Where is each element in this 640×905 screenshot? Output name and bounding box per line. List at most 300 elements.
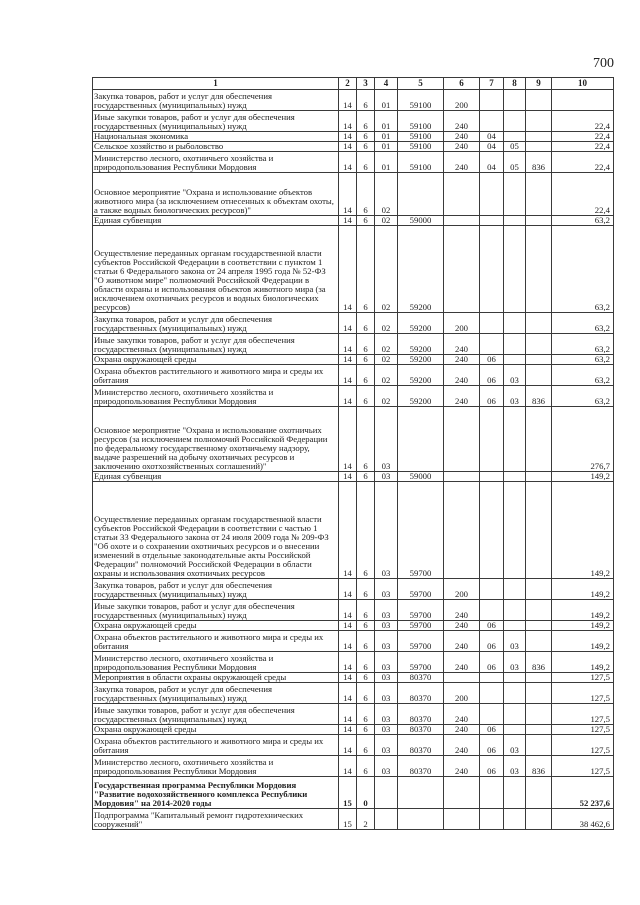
- item-code-cell: 03: [375, 683, 398, 704]
- row-name-cell: Иные закупки товаров, работ и услуг для обеспечения государственных (муниципальных) нужд: [93, 704, 339, 725]
- amount-cell: 63,2: [552, 226, 614, 313]
- expense-type-cell: [444, 472, 480, 482]
- page-number: 700: [593, 56, 614, 71]
- section-code-cell: 14: [339, 132, 357, 142]
- item-code-cell: 01: [375, 142, 398, 152]
- ministry-code-cell: [526, 111, 552, 132]
- row-name-cell: Единая субвенция: [93, 216, 339, 226]
- row-name-cell: Министерство лесного, охотничьего хозяйства и природопользования Республики Мордовия: [93, 652, 339, 673]
- chapter-cell: [480, 111, 504, 132]
- row-name-cell: Подпрограмма "Капитальный ремонт гидротехнических сооружений": [93, 809, 339, 830]
- item-code-cell: 03: [375, 704, 398, 725]
- ministry-code-cell: [526, 482, 552, 579]
- table-row: [93, 386, 614, 407]
- row-name-cell: Охрана окружающей среды: [93, 725, 339, 735]
- subsection-code-cell: 6: [357, 683, 375, 704]
- chapter-cell: 06: [480, 631, 504, 652]
- expense-type-cell: 200: [444, 313, 480, 334]
- program-code-cell: 59000: [398, 472, 444, 482]
- section-code-cell: 14: [339, 152, 357, 173]
- ministry-code-cell: [526, 621, 552, 631]
- subchapter-cell: [504, 407, 526, 472]
- row-name-cell: Охрана объектов растительного и животного мира и среды их обитания: [93, 631, 339, 652]
- subsection-code-cell: 6: [357, 355, 375, 365]
- program-code-cell: [398, 809, 444, 830]
- table-row: [93, 313, 614, 334]
- section-code-cell: 14: [339, 735, 357, 756]
- expense-type-cell: 240: [444, 334, 480, 355]
- ministry-code-cell: [526, 777, 552, 809]
- ministry-code-cell: [526, 142, 552, 152]
- row-name-cell: Осуществление переданных органам государственной власти субъектов Российской Федерации в соответствии с частью 1 статьи 33 Федерального закона от 24 июля 2009 года № 209-ФЗ "Об охоте и о сохранении охотничьих ресурсов и о внесении изменений в отдельные законодательные акты Российской Федерации" полномочий Российской Федерации в области охраны и использования охотничьих ресурсов: [93, 482, 339, 579]
- subsection-code-cell: 2: [357, 809, 375, 830]
- ministry-code-cell: [526, 313, 552, 334]
- ministry-code-cell: [526, 683, 552, 704]
- ministry-code-cell: 836: [526, 756, 552, 777]
- subsection-code-cell: 6: [357, 704, 375, 725]
- header-cell: 7: [480, 78, 504, 90]
- program-code-cell: 80370: [398, 735, 444, 756]
- subsection-code-cell: 6: [357, 365, 375, 386]
- program-code-cell: 59700: [398, 579, 444, 600]
- ministry-code-cell: [526, 216, 552, 226]
- chapter-cell: 06: [480, 756, 504, 777]
- amount-cell: 127,5: [552, 756, 614, 777]
- ministry-code-cell: [526, 725, 552, 735]
- item-code-cell: 01: [375, 90, 398, 111]
- subsection-code-cell: 6: [357, 756, 375, 777]
- subsection-code-cell: 6: [357, 226, 375, 313]
- table-row: [93, 226, 614, 313]
- ministry-code-cell: [526, 472, 552, 482]
- header-cell: 1: [93, 78, 339, 90]
- chapter-cell: 06: [480, 355, 504, 365]
- expense-type-cell: 240: [444, 386, 480, 407]
- table-row: [93, 621, 614, 631]
- header-row: [93, 78, 614, 90]
- row-name-cell: Охрана окружающей среды: [93, 355, 339, 365]
- subsection-code-cell: 6: [357, 652, 375, 673]
- table-row: [93, 142, 614, 152]
- table-row: [93, 355, 614, 365]
- table-body: [93, 90, 614, 830]
- item-code-cell: 03: [375, 407, 398, 472]
- header-cell: 6: [444, 78, 480, 90]
- header-cell: 10: [552, 78, 614, 90]
- item-code-cell: 02: [375, 216, 398, 226]
- subchapter-cell: 03: [504, 652, 526, 673]
- chapter-cell: 06: [480, 621, 504, 631]
- row-name-cell: Охрана окружающей среды: [93, 621, 339, 631]
- amount-cell: 127,5: [552, 725, 614, 735]
- subsection-code-cell: 6: [357, 313, 375, 334]
- item-code-cell: 01: [375, 132, 398, 142]
- table-row: [93, 111, 614, 132]
- table-row: [93, 152, 614, 173]
- subsection-code-cell: 6: [357, 600, 375, 621]
- section-code-cell: 14: [339, 704, 357, 725]
- ministry-code-cell: [526, 673, 552, 683]
- row-name-cell: Осуществление переданных органам государственной власти субъектов Российской Федерации в соответствии с пунктом 1 статьи 6 Федерального закона от 24 апреля 1995 года № 52-ФЗ "О животном мире" полномочий Российской Федерации в области охраны и использования объектов животного мира (за исключением охотничьих ресурсов и водных биологических ресурсов): [93, 226, 339, 313]
- table-row: [93, 472, 614, 482]
- item-code-cell: 03: [375, 621, 398, 631]
- subsection-code-cell: 6: [357, 173, 375, 216]
- ministry-code-cell: [526, 704, 552, 725]
- program-code-cell: 59200: [398, 226, 444, 313]
- row-name-cell: Государственная программа Республики Мордовия "Развитие водохозяйственного комплекса Республики Мордовия" на 2014-2020 годы: [93, 777, 339, 809]
- item-code-cell: 03: [375, 472, 398, 482]
- section-code-cell: 14: [339, 313, 357, 334]
- subsection-code-cell: 6: [357, 725, 375, 735]
- item-code-cell: 02: [375, 365, 398, 386]
- section-code-cell: 14: [339, 472, 357, 482]
- section-code-cell: 14: [339, 355, 357, 365]
- expense-type-cell: 240: [444, 111, 480, 132]
- item-code-cell: 02: [375, 226, 398, 313]
- item-code-cell: 02: [375, 386, 398, 407]
- program-code-cell: 59700: [398, 631, 444, 652]
- program-code-cell: 59000: [398, 216, 444, 226]
- ministry-code-cell: 836: [526, 152, 552, 173]
- subchapter-cell: [504, 579, 526, 600]
- subsection-code-cell: 6: [357, 152, 375, 173]
- chapter-cell: [480, 704, 504, 725]
- row-name-cell: Закупка товаров, работ и услуг для обеспечения государственных (муниципальных) нужд: [93, 90, 339, 111]
- program-code-cell: 59100: [398, 142, 444, 152]
- row-name-cell: Закупка товаров, работ и услуг для обеспечения государственных (муниципальных) нужд: [93, 579, 339, 600]
- subsection-code-cell: 6: [357, 111, 375, 132]
- table-row: [93, 683, 614, 704]
- row-name-cell: Закупка товаров, работ и услуг для обеспечения государственных (муниципальных) нужд: [93, 683, 339, 704]
- chapter-cell: [480, 216, 504, 226]
- section-code-cell: 14: [339, 386, 357, 407]
- program-code-cell: 59200: [398, 355, 444, 365]
- subsection-code-cell: 0: [357, 777, 375, 809]
- chapter-cell: 06: [480, 735, 504, 756]
- section-code-cell: 14: [339, 111, 357, 132]
- item-code-cell: 02: [375, 173, 398, 216]
- subsection-code-cell: 6: [357, 142, 375, 152]
- amount-cell: 127,5: [552, 735, 614, 756]
- amount-cell: 22,4: [552, 173, 614, 216]
- row-name-cell: Закупка товаров, работ и услуг для обеспечения государственных (муниципальных) нужд: [93, 313, 339, 334]
- table-row: [93, 777, 614, 809]
- subsection-code-cell: 6: [357, 386, 375, 407]
- amount-cell: 63,2: [552, 365, 614, 386]
- header-cell: 5: [398, 78, 444, 90]
- chapter-cell: [480, 579, 504, 600]
- row-name-cell: Министерство лесного, охотничьего хозяйства и природопользования Республики Мордовия: [93, 386, 339, 407]
- amount-cell: 149,2: [552, 600, 614, 621]
- item-code-cell: 03: [375, 482, 398, 579]
- chapter-cell: [480, 407, 504, 472]
- amount-cell: 63,2: [552, 334, 614, 355]
- ministry-code-cell: [526, 735, 552, 756]
- ministry-code-cell: [526, 173, 552, 216]
- chapter-cell: [480, 482, 504, 579]
- chapter-cell: [480, 90, 504, 111]
- expense-type-cell: 240: [444, 621, 480, 631]
- section-code-cell: 14: [339, 652, 357, 673]
- row-name-cell: Министерство лесного, охотничьего хозяйства и природопользования Республики Мордовия: [93, 756, 339, 777]
- chapter-cell: [480, 226, 504, 313]
- chapter-cell: 06: [480, 652, 504, 673]
- expense-type-cell: [444, 777, 480, 809]
- chapter-cell: [480, 683, 504, 704]
- program-code-cell: [398, 173, 444, 216]
- row-name-cell: Иные закупки товаров, работ и услуг для обеспечения государственных (муниципальных) нужд: [93, 600, 339, 621]
- subchapter-cell: 03: [504, 735, 526, 756]
- amount-cell: 127,5: [552, 704, 614, 725]
- amount-cell: 63,2: [552, 313, 614, 334]
- subchapter-cell: [504, 226, 526, 313]
- subsection-code-cell: 6: [357, 472, 375, 482]
- subchapter-cell: [504, 777, 526, 809]
- table-row: [93, 482, 614, 579]
- subsection-code-cell: 6: [357, 132, 375, 142]
- expense-type-cell: 240: [444, 600, 480, 621]
- ministry-code-cell: [526, 631, 552, 652]
- table-row: [93, 809, 614, 830]
- row-name-cell: Иные закупки товаров, работ и услуг для обеспечения государственных (муниципальных) нужд: [93, 111, 339, 132]
- row-name-cell: Министерство лесного, охотничьего хозяйства и природопользования Республики Мордовия: [93, 152, 339, 173]
- subchapter-cell: [504, 809, 526, 830]
- item-code-cell: 03: [375, 735, 398, 756]
- table-row: [93, 704, 614, 725]
- expense-type-cell: [444, 407, 480, 472]
- chapter-cell: [480, 173, 504, 216]
- subsection-code-cell: 6: [357, 621, 375, 631]
- amount-cell: [552, 90, 614, 111]
- section-code-cell: 14: [339, 683, 357, 704]
- ministry-code-cell: [526, 132, 552, 142]
- chapter-cell: 06: [480, 365, 504, 386]
- section-code-cell: 14: [339, 90, 357, 111]
- ministry-code-cell: [526, 365, 552, 386]
- amount-cell: 22,4: [552, 152, 614, 173]
- expense-type-cell: 240: [444, 725, 480, 735]
- program-code-cell: 80370: [398, 704, 444, 725]
- expense-type-cell: 240: [444, 132, 480, 142]
- amount-cell: 63,2: [552, 355, 614, 365]
- chapter-cell: 04: [480, 132, 504, 142]
- ministry-code-cell: [526, 226, 552, 313]
- ministry-code-cell: 836: [526, 386, 552, 407]
- expense-type-cell: 240: [444, 735, 480, 756]
- table-row: [93, 600, 614, 621]
- expense-type-cell: 240: [444, 652, 480, 673]
- item-code-cell: 01: [375, 111, 398, 132]
- header-cell: 4: [375, 78, 398, 90]
- expense-type-cell: [444, 482, 480, 579]
- expense-type-cell: 240: [444, 142, 480, 152]
- program-code-cell: 59100: [398, 132, 444, 142]
- item-code-cell: 03: [375, 652, 398, 673]
- table-row: [93, 725, 614, 735]
- ministry-code-cell: [526, 600, 552, 621]
- subchapter-cell: [504, 704, 526, 725]
- table-row: [93, 216, 614, 226]
- program-code-cell: 59200: [398, 365, 444, 386]
- subsection-code-cell: 6: [357, 407, 375, 472]
- budget-table: [92, 77, 614, 830]
- amount-cell: 276,7: [552, 407, 614, 472]
- amount-cell: 149,2: [552, 621, 614, 631]
- subchapter-cell: [504, 334, 526, 355]
- program-code-cell: 59200: [398, 313, 444, 334]
- subsection-code-cell: 6: [357, 334, 375, 355]
- expense-type-cell: 200: [444, 683, 480, 704]
- section-code-cell: 14: [339, 334, 357, 355]
- section-code-cell: 15: [339, 777, 357, 809]
- amount-cell: 149,2: [552, 631, 614, 652]
- subchapter-cell: 03: [504, 386, 526, 407]
- row-name-cell: Основное мероприятие "Охрана и использование объектов животного мира (за исключением отнесенных к объектам охоты, а также водных биологических ресурсов)": [93, 173, 339, 216]
- row-name-cell: Единая субвенция: [93, 472, 339, 482]
- header-cell: 2: [339, 78, 357, 90]
- program-code-cell: [398, 777, 444, 809]
- expense-type-cell: 200: [444, 579, 480, 600]
- subchapter-cell: [504, 683, 526, 704]
- amount-cell: 63,2: [552, 386, 614, 407]
- program-code-cell: 80370: [398, 756, 444, 777]
- subchapter-cell: 05: [504, 152, 526, 173]
- section-code-cell: 14: [339, 579, 357, 600]
- program-code-cell: 59200: [398, 334, 444, 355]
- section-code-cell: 15: [339, 809, 357, 830]
- amount-cell: 149,2: [552, 579, 614, 600]
- program-code-cell: 59700: [398, 621, 444, 631]
- section-code-cell: 14: [339, 142, 357, 152]
- amount-cell: 127,5: [552, 683, 614, 704]
- header-cell: 9: [526, 78, 552, 90]
- subchapter-cell: 03: [504, 631, 526, 652]
- subchapter-cell: [504, 173, 526, 216]
- table-row: [93, 334, 614, 355]
- section-code-cell: 14: [339, 673, 357, 683]
- ministry-code-cell: [526, 90, 552, 111]
- section-code-cell: 14: [339, 725, 357, 735]
- program-code-cell: 59700: [398, 600, 444, 621]
- expense-type-cell: [444, 226, 480, 313]
- item-code-cell: 03: [375, 631, 398, 652]
- item-code-cell: 02: [375, 334, 398, 355]
- chapter-cell: 04: [480, 152, 504, 173]
- table-row: [93, 90, 614, 111]
- row-name-cell: Охрана объектов растительного и животного мира и среды их обитания: [93, 365, 339, 386]
- item-code-cell: 03: [375, 600, 398, 621]
- table-row: [93, 631, 614, 652]
- table-row: [93, 652, 614, 673]
- subchapter-cell: 05: [504, 142, 526, 152]
- program-code-cell: 59700: [398, 482, 444, 579]
- section-code-cell: 14: [339, 365, 357, 386]
- subchapter-cell: 03: [504, 365, 526, 386]
- section-code-cell: 14: [339, 226, 357, 313]
- expense-type-cell: [444, 216, 480, 226]
- item-code-cell: 03: [375, 579, 398, 600]
- chapter-cell: 04: [480, 142, 504, 152]
- subsection-code-cell: 6: [357, 673, 375, 683]
- chapter-cell: [480, 313, 504, 334]
- item-code-cell: 02: [375, 313, 398, 334]
- ministry-code-cell: [526, 355, 552, 365]
- chapter-cell: [480, 334, 504, 355]
- program-code-cell: 59100: [398, 90, 444, 111]
- amount-cell: 149,2: [552, 472, 614, 482]
- subchapter-cell: [504, 472, 526, 482]
- section-code-cell: 14: [339, 631, 357, 652]
- subchapter-cell: [504, 673, 526, 683]
- program-code-cell: 59100: [398, 152, 444, 173]
- program-code-cell: 59100: [398, 111, 444, 132]
- chapter-cell: [480, 777, 504, 809]
- amount-cell: 127,5: [552, 673, 614, 683]
- item-code-cell: [375, 777, 398, 809]
- row-name-cell: Охрана объектов растительного и животного мира и среды их обитания: [93, 735, 339, 756]
- ministry-code-cell: 836: [526, 652, 552, 673]
- expense-type-cell: [444, 673, 480, 683]
- subchapter-cell: [504, 216, 526, 226]
- chapter-cell: 06: [480, 386, 504, 407]
- expense-type-cell: 240: [444, 152, 480, 173]
- program-code-cell: 59700: [398, 652, 444, 673]
- expense-type-cell: [444, 173, 480, 216]
- row-name-cell: Иные закупки товаров, работ и услуг для обеспечения государственных (муниципальных) нужд: [93, 334, 339, 355]
- subchapter-cell: [504, 90, 526, 111]
- table-row: [93, 173, 614, 216]
- subsection-code-cell: 6: [357, 735, 375, 756]
- amount-cell: 149,2: [552, 482, 614, 579]
- chapter-cell: [480, 472, 504, 482]
- section-code-cell: 14: [339, 216, 357, 226]
- section-code-cell: 14: [339, 600, 357, 621]
- row-name-cell: Сельское хозяйство и рыболовство: [93, 142, 339, 152]
- expense-type-cell: 200: [444, 90, 480, 111]
- expense-type-cell: 240: [444, 704, 480, 725]
- ministry-code-cell: [526, 334, 552, 355]
- subchapter-cell: [504, 725, 526, 735]
- ministry-code-cell: [526, 579, 552, 600]
- table-row: [93, 365, 614, 386]
- subsection-code-cell: 6: [357, 631, 375, 652]
- chapter-cell: 06: [480, 725, 504, 735]
- table-row: [93, 132, 614, 142]
- table-row: [93, 756, 614, 777]
- program-code-cell: 80370: [398, 683, 444, 704]
- amount-cell: 149,2: [552, 652, 614, 673]
- table-row: [93, 735, 614, 756]
- chapter-cell: [480, 673, 504, 683]
- expense-type-cell: [444, 809, 480, 830]
- chapter-cell: [480, 809, 504, 830]
- subchapter-cell: [504, 482, 526, 579]
- item-code-cell: 03: [375, 756, 398, 777]
- subchapter-cell: [504, 111, 526, 132]
- subsection-code-cell: 6: [357, 90, 375, 111]
- amount-cell: 52 237,6: [552, 777, 614, 809]
- program-code-cell: 59200: [398, 386, 444, 407]
- program-code-cell: [398, 407, 444, 472]
- table-row: [93, 673, 614, 683]
- subchapter-cell: [504, 355, 526, 365]
- program-code-cell: 80370: [398, 673, 444, 683]
- amount-cell: 63,2: [552, 216, 614, 226]
- subchapter-cell: [504, 313, 526, 334]
- amount-cell: 22,4: [552, 132, 614, 142]
- amount-cell: 22,4: [552, 111, 614, 132]
- subchapter-cell: [504, 600, 526, 621]
